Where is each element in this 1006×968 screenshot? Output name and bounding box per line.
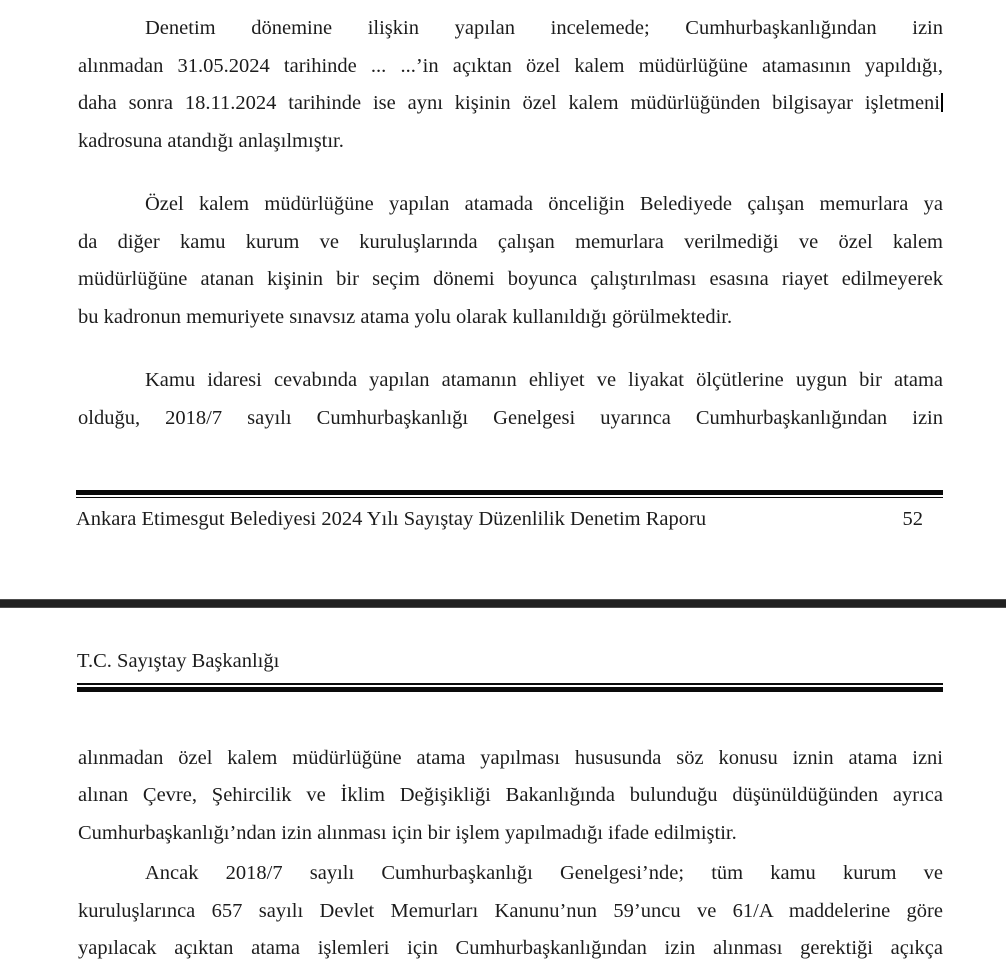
page-2-body[interactable] <box>78 692 943 968</box>
page-number: 52 <box>902 508 923 530</box>
header-rule <box>77 683 943 692</box>
text-line: kadrosuna atandığı anlaşılmıştır. <box>78 129 344 152</box>
text-line: Cumhurbaşkanlığı’ndan izin alınması için bir işlem yapılmadığı ifade edilmiştir. <box>78 821 737 844</box>
document-page-2 <box>0 608 1006 967</box>
text-line: kuruluşlarınca 657 sayılı Devlet Memurları Kanunu’nun 59’uncu ve 61/A maddelerine göre <box>78 899 943 922</box>
paragraph[interactable] <box>78 855 943 968</box>
text-line: da diğer kamu kurum ve kuruluşlarında çalışan memurlara verilmediği ve özel kalem <box>78 230 943 253</box>
text-line: Ancak 2018/7 sayılı Cumhurbaşkanlığı Genelgesi’nde; tüm kamu kurum ve <box>145 862 943 884</box>
text-line: daha sonra 18.11.2024 tarihinde ise aynı kişinin özel kalem müdürlüğünden bilgisayar işletmeni <box>78 85 943 123</box>
paragraph[interactable] <box>78 740 943 853</box>
text-line: Denetim dönemine ilişkin yapılan incelemede; Cumhurbaşkanlığından izin <box>145 17 943 39</box>
footer-report-title: Ankara Etimesgut Belediyesi 2024 Yılı Sayıştay Düzenlilik Denetim Raporu <box>76 508 707 530</box>
text-line: alınan Çevre, Şehircilik ve İklim Değişikliği Bakanlığında bulunduğu düşünüldüğünden ayrıca <box>78 784 943 806</box>
page-header-title: T.C. Sayıştay Başkanlığı <box>77 650 280 672</box>
text-line: bu kadronun memuriyete sınavsız atama yolu olarak kullanıldığı görülmektedir. <box>78 305 733 328</box>
text-line: alınmadan özel kalem müdürlüğüne atama yapılması hususunda söz konusu iznin atama izni <box>78 746 943 769</box>
text-line: alınmadan 31.05.2024 tarihinde ... ...’in açıktan özel kalem müdürlüğüne atamasının yapıldığı, <box>78 54 943 77</box>
text-line: Kamu idaresi cevabında yapılan atamanın ehliyet ve liyakat ölçütlerine uygun bir atama <box>145 369 943 391</box>
page-break-separator <box>0 599 1006 608</box>
footer-rule <box>76 490 943 498</box>
text-line: müdürlüğüne atanan kişinin bir seçim dönemi boyunca çalıştırılması esasına riayet edilmeyerek <box>78 268 943 290</box>
text-line: Özel kalem müdürlüğüne yapılan atamada önceliğin Belediyede çalışan memurlara ya <box>145 193 943 215</box>
text-line: olduğu, 2018/7 sayılı Cumhurbaşkanlığı Genelgesi uyarınca Cumhurbaşkanlığından izin <box>78 406 943 429</box>
page-1-body[interactable] <box>78 0 943 437</box>
text-line: yapılacak açıktan atama işlemleri için Cumhurbaşkanlığından izin alınması gerektiği açıkça <box>78 937 943 959</box>
paragraph[interactable] <box>78 10 943 160</box>
page-header[interactable] <box>77 608 943 692</box>
text-cursor <box>941 93 943 112</box>
paragraph[interactable] <box>78 362 943 437</box>
page-footer[interactable] <box>76 490 943 533</box>
paragraph[interactable] <box>78 186 943 336</box>
